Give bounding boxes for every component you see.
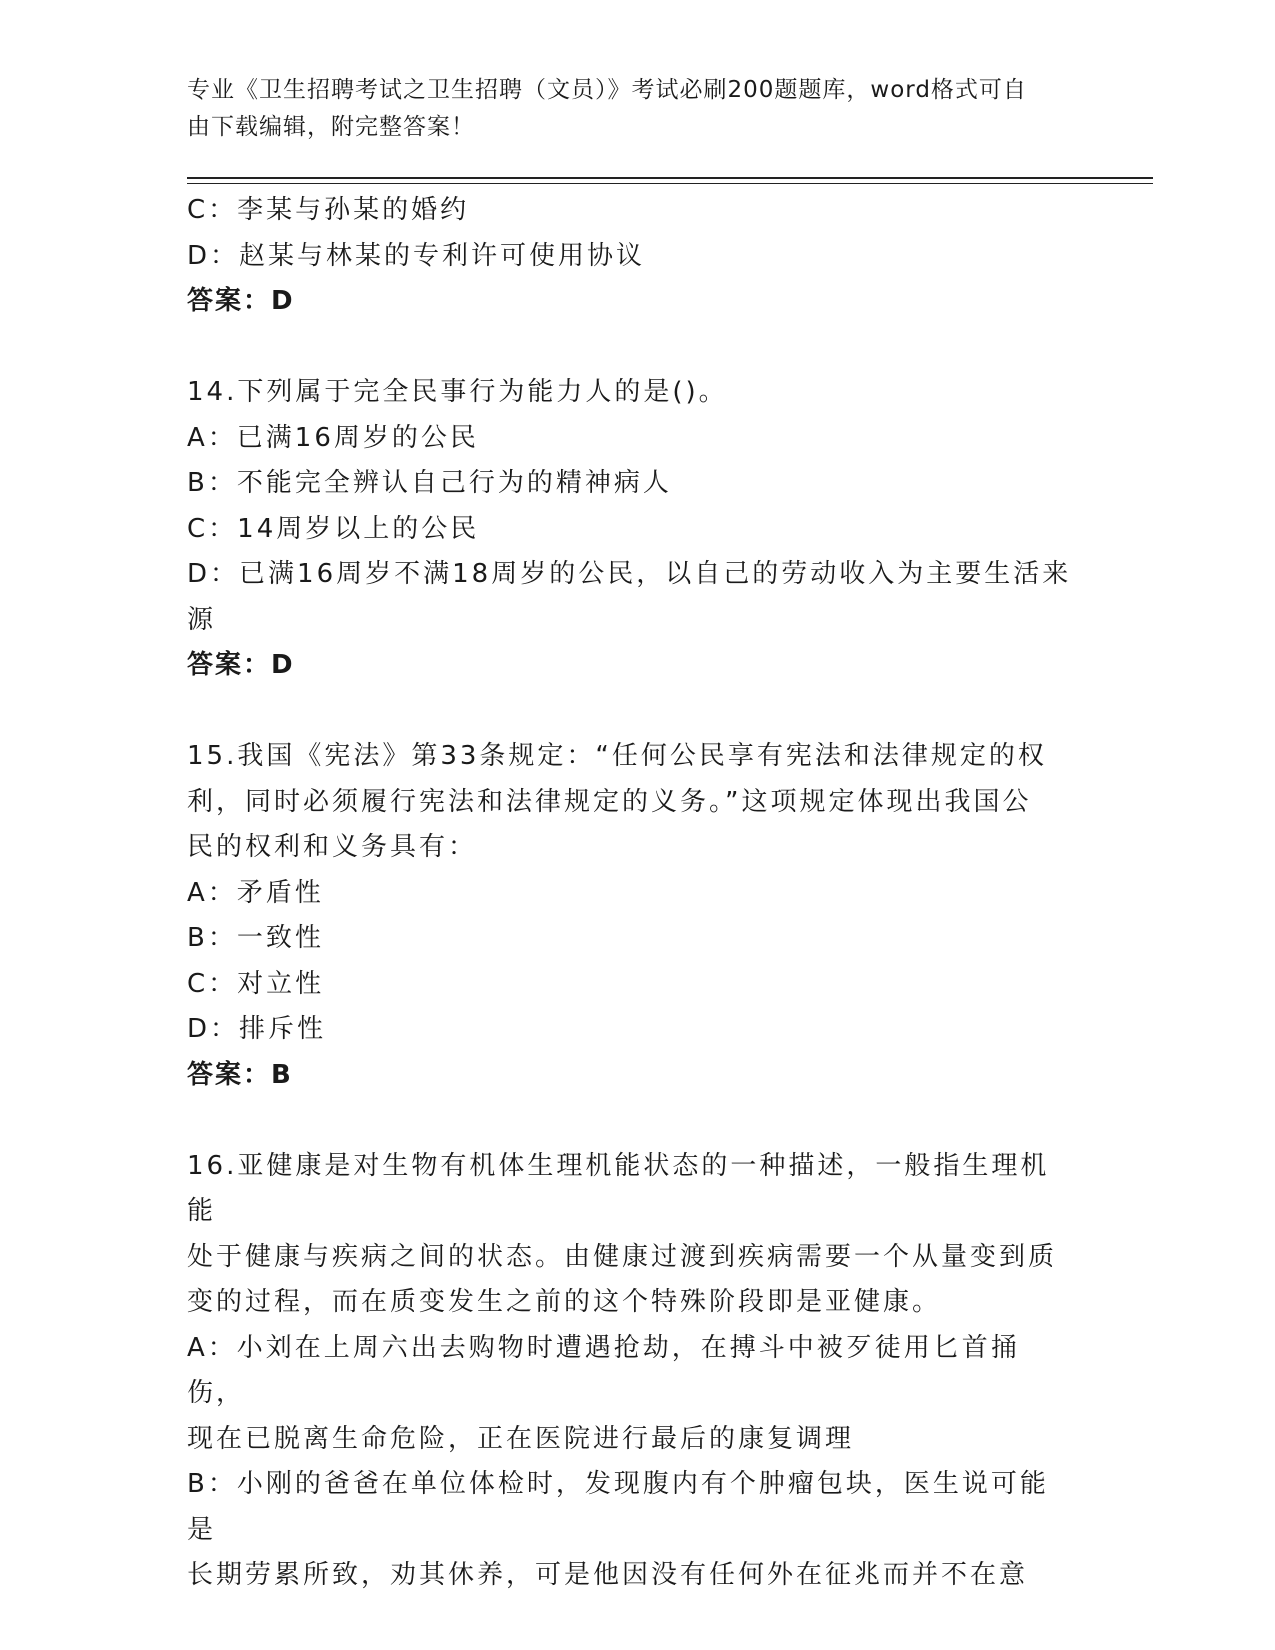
document-body (187, 188, 1077, 1599)
spacer (187, 1098, 1077, 1144)
question-stem-continued: 处于健康与疾病之间的状态。由健康过渡到疾病需要一个从量变到质 (187, 1241, 1058, 1272)
question-16 (187, 1144, 1077, 1599)
option-d-continued: 源 (187, 604, 217, 635)
option-b: B：一致性 (187, 923, 324, 953)
document-header (187, 72, 1067, 146)
answer: 答案：D (187, 286, 295, 316)
question-stem-continued: 民的权利和义务具有： (187, 832, 478, 862)
answer: 答案：B (187, 1059, 293, 1090)
option-c: C：14周岁以上的公民 (187, 513, 480, 544)
option-d: D：排斥性 (187, 1014, 327, 1044)
header-divider-thick (187, 177, 1153, 179)
question-15 (187, 734, 1077, 1098)
question-stem-continued: 利，同时必须履行宪法和法律规定的义务。”这项规定体现出我国公 (187, 786, 1032, 817)
spacer (187, 325, 1077, 371)
question-stem: 14.下列属于完全民事行为能力人的是()。 (187, 377, 728, 407)
option-b-continued: 长期劳累所致，劝其休养，可是他因没有任何外在征兆而并不在意 (187, 1560, 1029, 1590)
option-b: B：不能完全辨认自己行为的精神病人 (187, 468, 672, 498)
header-divider-thin (187, 183, 1153, 184)
option-b: B：小刚的爸爸在单位体检时，发现腹内有个肿瘤包块，医生说可能是 (187, 1469, 1049, 1545)
question-stem: 16.亚健康是对生物有机体生理机能状态的一种描述，一般指生理机能 (187, 1150, 1050, 1226)
option-c: C：对立性 (187, 968, 325, 999)
option-a-continued: 现在已脱离生命危险，正在医院进行最后的康复调理 (187, 1423, 855, 1454)
header-line-1: 专业《卫生招聘考试之卫生招聘（文员）》考试必刷200题题库，word格式可自 (187, 77, 1027, 103)
option-a: A：已满16周岁的公民 (187, 422, 479, 453)
option-d: D：已满16周岁不满18周岁的公民，以自己的劳动收入为主要生活来 (187, 559, 1072, 589)
header-line-2: 由下载编辑，附完整答案！ (187, 114, 475, 140)
question-14 (187, 370, 1077, 689)
option-a: A：小刘在上周六出去购物时遭遇抢劫，在搏斗中被歹徒用匕首捅伤， (187, 1332, 1020, 1408)
question-stem-continued: 变的过程，而在质变发生之前的这个特殊阶段即是亚健康。 (187, 1287, 942, 1317)
spacer (187, 689, 1077, 735)
answer: 答案：D (187, 650, 295, 680)
option-c: C：李某与孙某的婚约 (187, 195, 470, 225)
option-a: A：矛盾性 (187, 877, 324, 908)
question-13 (187, 188, 1077, 325)
option-d: D：赵某与林某的专利许可使用协议 (187, 240, 646, 271)
question-stem: 15.我国《宪法》第33条规定：“任何公民享有宪法和法律规定的权 (187, 741, 1047, 771)
